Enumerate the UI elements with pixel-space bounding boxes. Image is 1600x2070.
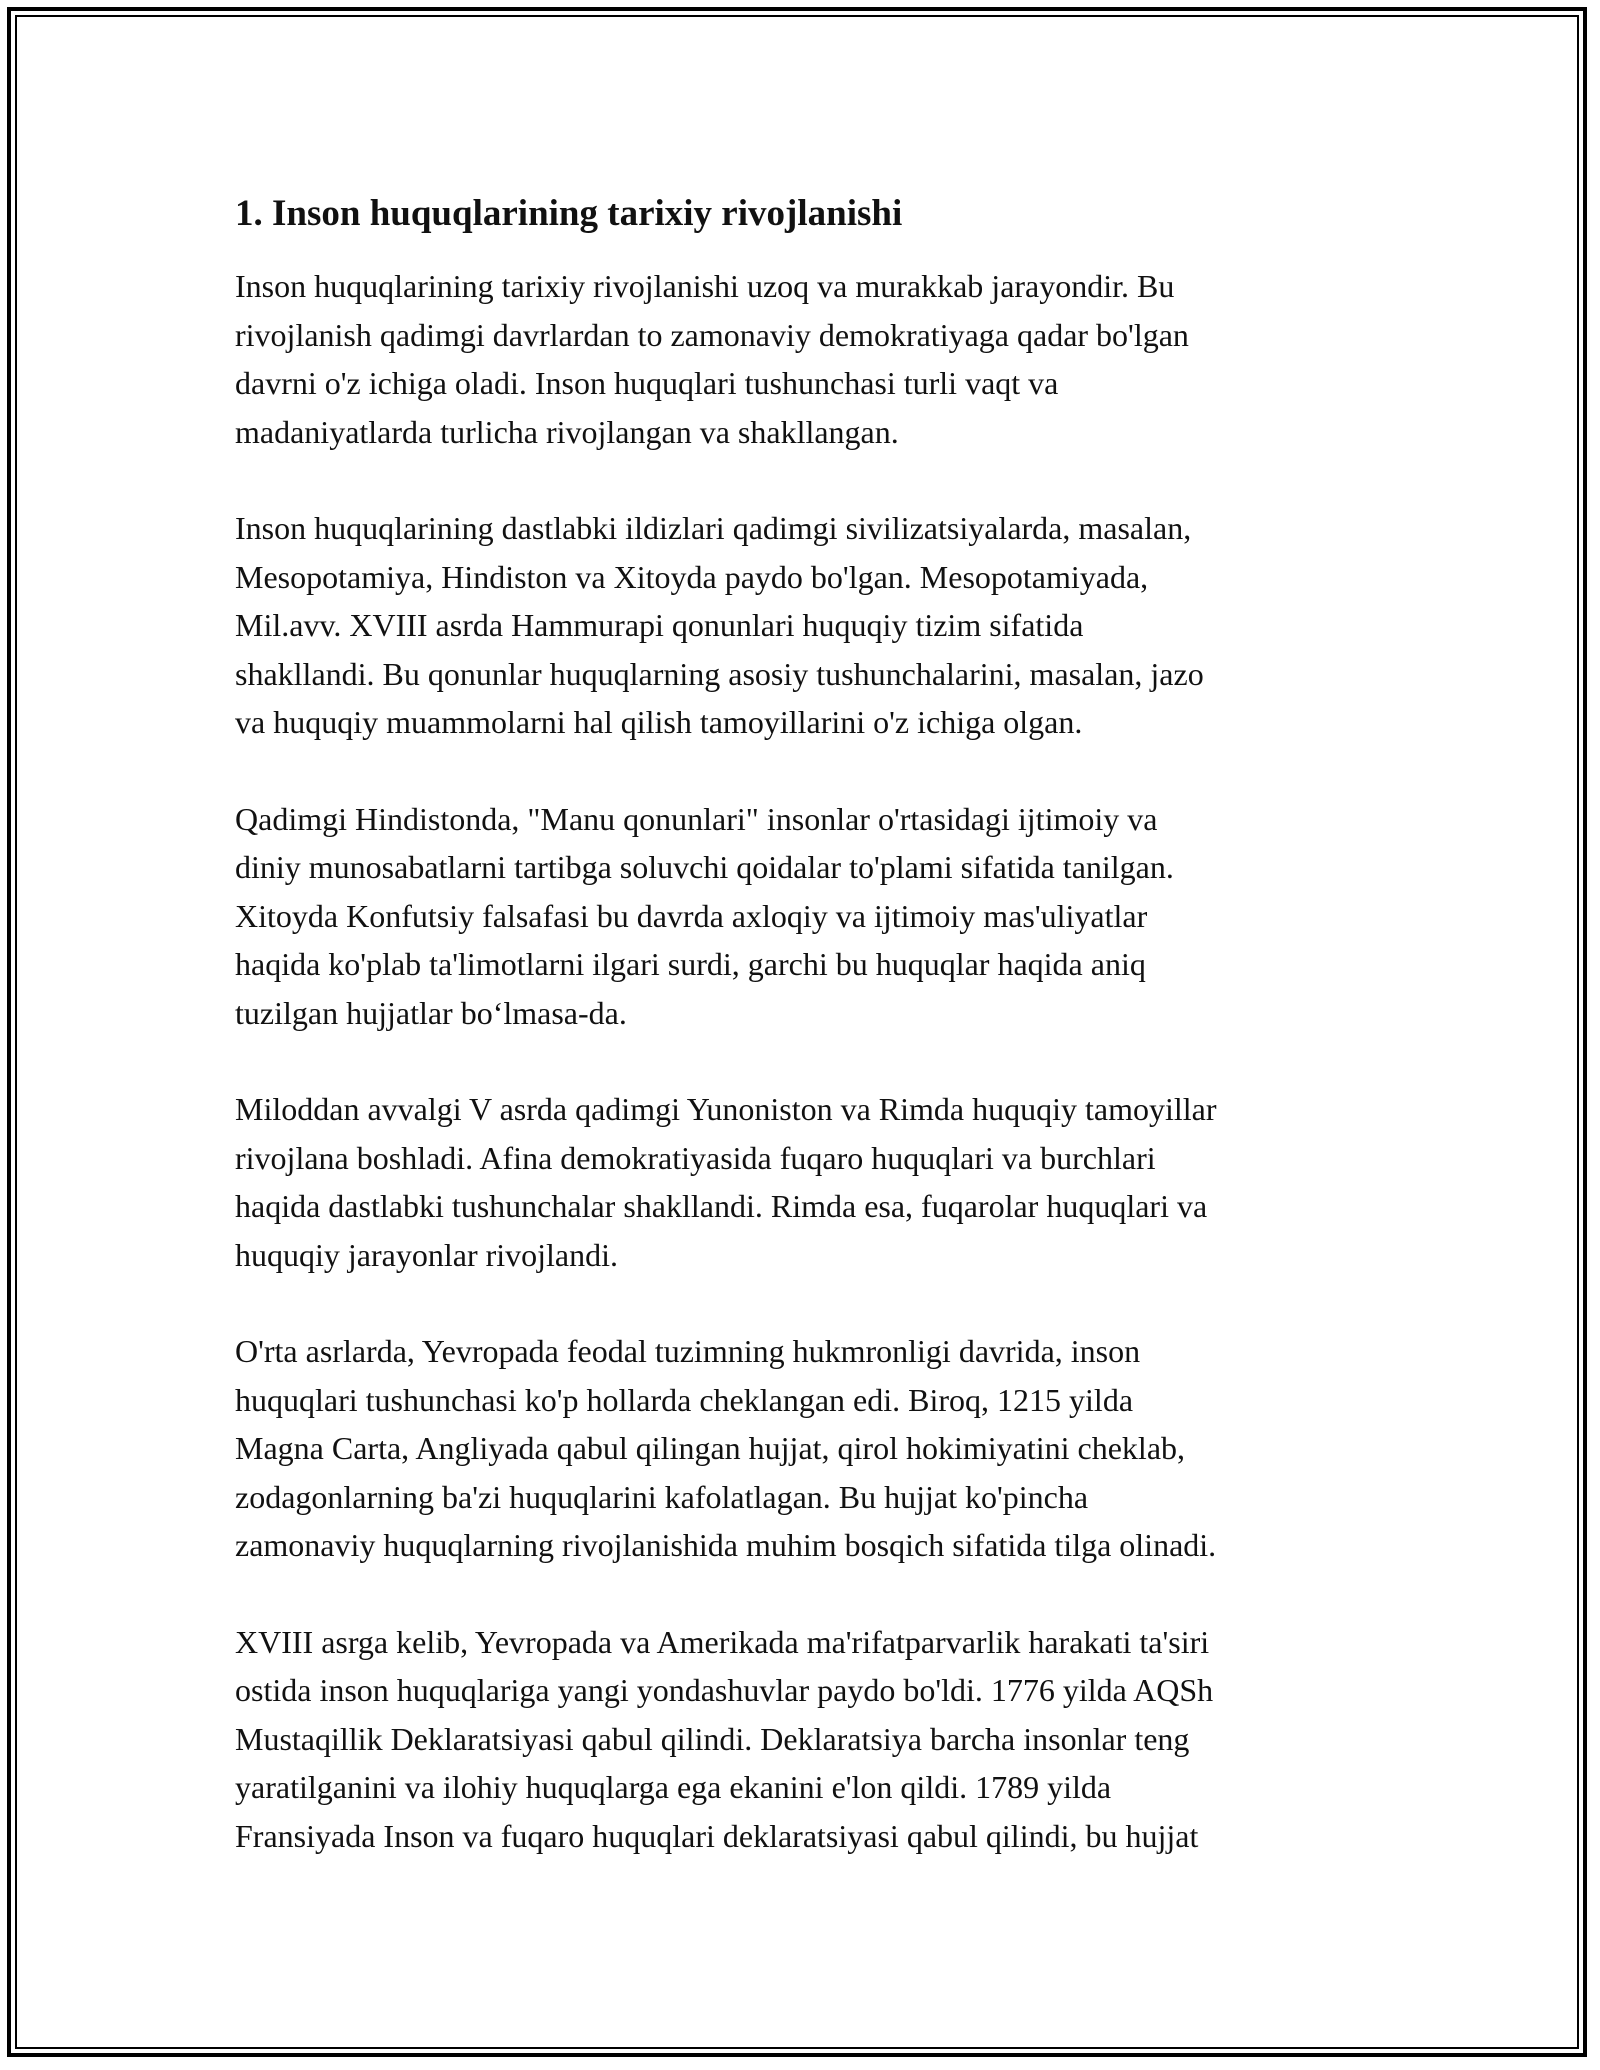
paragraph <box>235 262 1395 456</box>
paragraph-line: O'rta asrlarda, Yevropada feodal tuzimning hukmronligi davrida, inson <box>235 1333 1141 1369</box>
paragraph-line: Inson huquqlarining dastlabki ildizlari qadimgi sivilizatsiyalarda, masalan, <box>235 510 1192 546</box>
document-body <box>235 190 1395 1908</box>
paragraph-line: madaniyatlarda turlicha rivojlangan va shakllangan. <box>235 413 899 450</box>
paragraph-line: zamonaviy huquqlarning rivojlanishida muhim bosqich sifatida tilga olinadi. <box>235 1527 1217 1563</box>
paragraph-line: XVIII asrga kelib, Yevropada va Amerikada ma'rifatparvarlik harakati ta'siri <box>235 1623 1210 1660</box>
paragraph-line: Miloddan avvalgi V asrda qadimgi Yunoniston va Rimda huquqiy tamoyillar <box>235 1091 1217 1127</box>
paragraph <box>235 1327 1395 1570</box>
paragraph-line: haqida ko'plab ta'limotlarni ilgari surdi, garchi bu huquqlar haqida aniq <box>235 946 1146 982</box>
paragraph <box>235 504 1395 747</box>
paragraph-line: haqida dastlabki tushunchalar shakllandi. Rimda esa, fuqarolar huquqlari va <box>235 1188 1208 1224</box>
paragraph-line: Qadimgi Hindistonda, "Manu qonunlari" insonlar o'rtasidagi ijtimoiy va <box>235 800 1158 837</box>
paragraph-line: shakllandi. Bu qonunlar huquqlarning asosiy tushunchalarini, masalan, jazo <box>235 655 1204 692</box>
paragraph-line: Mil.avv. XVIII asrda Hammurapi qonunlari huquqiy tizim sifatida <box>235 607 1084 643</box>
paragraph-line: yaratilganini va ilohiy huquqlarga ega ekanini e'lon qildi. 1789 yilda <box>235 1769 1112 1805</box>
paragraph-line: ostida inson huquqlariga yangi yondashuvlar paydo bo'ldi. 1776 yilda AQSh <box>235 1672 1214 1708</box>
paragraph-line: rivojlana boshladi. Afina demokratiyasida fuqaro huquqlari va burchlari <box>235 1139 1156 1176</box>
paragraph-line: Xitoyda Konfutsiy falsafasi bu davrda axloqiy va ijtimoiy mas'uliyatlar <box>235 897 1148 934</box>
paragraph-line: zodagonlarning ba'zi huquqlarini kafolatlagan. Bu hujjat ko'pincha <box>235 1478 1089 1515</box>
paragraph <box>235 795 1395 1038</box>
paragraph-line: Mesopotamiya, Hindiston va Xitoyda paydo bo'lgan. Mesopotamiyada, <box>235 558 1149 595</box>
paragraph-line: rivojlanish qadimgi davrlardan to zamonaviy demokratiyaga qadar bo'lgan <box>235 316 1189 353</box>
paragraph-line: Mustaqillik Deklaratsiyasi qabul qilindi. Deklaratsiya barcha insonlar teng <box>235 1720 1190 1757</box>
paragraph-line: Inson huquqlarining tarixiy rivojlanishi uzoq va murakkab jarayondir. Bu <box>235 268 1175 304</box>
paragraph-line: diniy munosabatlarni tartibga soluvchi qoidalar to'plami sifatida tanilgan. <box>235 849 1174 885</box>
paragraph-line: huquqlari tushunchasi ko'p hollarda cheklangan edi. Biroq, 1215 yilda <box>235 1381 1134 1418</box>
paragraph <box>235 1618 1395 1861</box>
section-heading: 1. Inson huquqlarining tarixiy rivojlanishi <box>235 193 903 234</box>
paragraph-line: va huquqiy muammolarni hal qilish tamoyillarini o'z ichiga olgan. <box>235 704 1083 740</box>
paragraph <box>235 1085 1395 1279</box>
paragraph-line: tuzilgan hujjatlar bo‘lmasa-da. <box>235 994 627 1031</box>
paragraph-line: Magna Carta, Angliyada qabul qilingan hujjat, qirol hokimiyatini cheklab, <box>235 1430 1186 1466</box>
paragraph-line: huquqiy jarayonlar rivojlandi. <box>235 1236 619 1273</box>
paragraph-line: Fransiyada Inson va fuqaro huquqlari deklaratsiyasi qabul qilindi, bu hujjat <box>235 1817 1199 1854</box>
paragraph-line: davrni o'z ichiga oladi. Inson huquqlari tushunchasi turli vaqt va <box>235 365 1059 401</box>
